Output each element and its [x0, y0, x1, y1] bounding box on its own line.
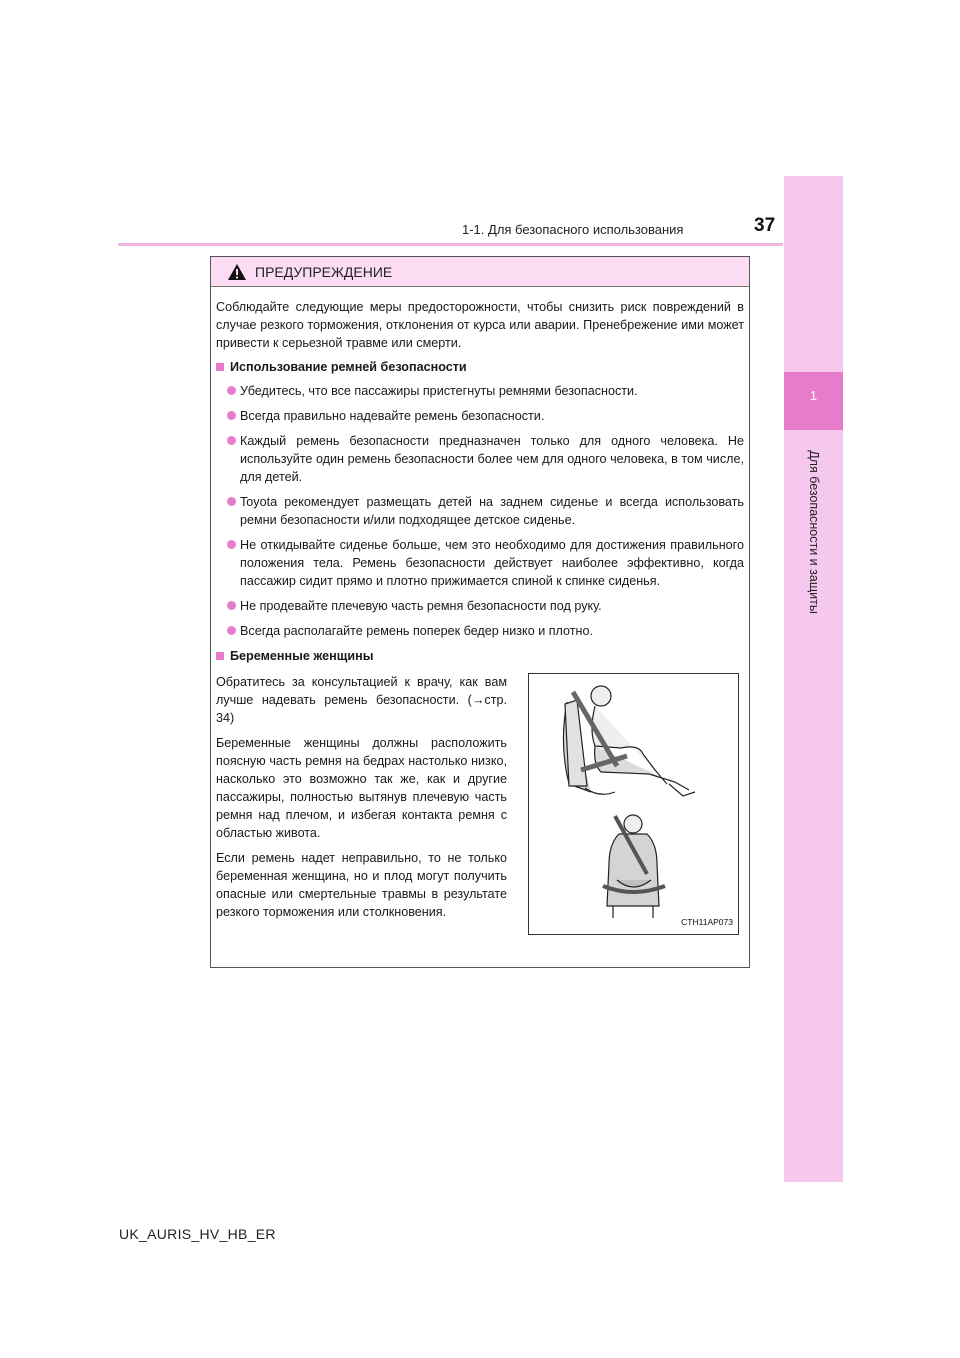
chapter-label-container — [784, 432, 843, 632]
warning-intro: Соблюдайте следующие меры предосторожности, чтобы снизить риск повреждений в случае резкого торможения, отклонения от курса или аварии. Пренебрежение ими может привести к серьезной травме или смерти. — [216, 300, 744, 350]
seatbelt-bullet — [216, 622, 744, 640]
warning-header — [211, 257, 749, 287]
bullet-dot-icon — [227, 626, 236, 635]
bullet-text: Всегда правильно надевайте ремень безопасности. — [240, 409, 545, 423]
bullet-dot-icon — [227, 540, 236, 549]
seatbelt-bullet — [216, 536, 744, 590]
header-rule — [118, 243, 783, 246]
pregnant-paragraph: Если ремень надет неправильно, то не только беременная женщина, но и плод могут получить опасные или смертельные травмы в результате резкого торможения или столкновения. — [216, 851, 507, 919]
seatbelt-bullet — [216, 432, 744, 486]
bullet-text: Toyota рекомендует размещать детей на заднем сиденье и всегда использовать ремни безопасности и/или подходящее детское сиденье. — [240, 495, 744, 527]
bullet-dot-icon — [227, 411, 236, 420]
warning-triangle-icon — [227, 263, 247, 281]
bullet-dot-icon — [227, 386, 236, 395]
square-bullet-icon — [216, 363, 224, 371]
bullet-dot-icon — [227, 436, 236, 445]
square-bullet-icon — [216, 652, 224, 660]
seatbelt-illustration-icon — [529, 674, 738, 934]
chapter-number: 1 — [809, 388, 818, 403]
seatbelt-bullet — [216, 407, 744, 425]
bullet-text: Каждый ремень безопасности предназначен только для одного человека. Не используйте один ремень безопасности более чем для одного человека, в том числе, для детей. — [240, 434, 744, 484]
seatbelt-bullet — [216, 597, 744, 615]
pregnant-paragraph: Беременные женщины должны расположить поясную часть ремня на бедрах настолько низко, насколько это возможно так же, как и другие пассажиры, полностью вытянув плечевую часть ремня над плечом, и избегая контакта ремня с областью живота. — [216, 736, 507, 840]
bullet-text: Не продевайте плечевую часть ремня безопасности под руку. — [240, 599, 602, 613]
bullet-text: Убедитесь, что все пассажиры пристегнуты ремнями безопасности. — [240, 384, 638, 398]
section-title: 1-1. Для безопасного использования — [462, 222, 684, 237]
seatbelt-bullet — [216, 493, 744, 529]
seatbelt-heading — [216, 358, 744, 376]
bullet-text: Всегда располагайте ремень поперек бедер низко и плотно. — [240, 624, 593, 638]
pregnant-heading-text: Беременные женщины — [230, 649, 374, 663]
seatbelt-bullet — [216, 382, 744, 400]
pregnant-text — [216, 673, 507, 928]
pregnant-heading — [216, 647, 744, 665]
pregnant-paragraph: Обратитесь за консультацией к врачу, как вам лучше надевать ремень безопасности. (→стр. 34) — [216, 675, 507, 725]
warning-box — [210, 256, 750, 968]
bullet-dot-icon — [227, 497, 236, 506]
pregnant-seatbelt-illustration — [528, 673, 739, 935]
bullet-text: Не откидывайте сиденье больше, чем это необходимо для достижения правильного положения тела. Ремень безопасности действует наиболее эффективно, когда пассажир сидит прямо и плотно прижимается спиной к спинке сиденья. — [240, 538, 744, 588]
chapter-label: Для безопасности и защиты — [806, 450, 821, 614]
seatbelt-heading-text: Использование ремней безопасности — [230, 360, 467, 374]
page-number: 37 — [754, 215, 776, 236]
warning-title: ПРЕДУПРЕЖДЕНИЕ — [255, 263, 393, 280]
bullet-dot-icon — [227, 601, 236, 610]
pregnant-section — [216, 671, 744, 961]
warning-content — [216, 298, 744, 961]
document-code: UK_AURIS_HV_HB_ER — [119, 1226, 276, 1242]
side-tab-strip — [784, 176, 843, 1182]
chapter-tab — [784, 372, 843, 430]
figure-code: CTH11AP073 — [681, 917, 733, 927]
